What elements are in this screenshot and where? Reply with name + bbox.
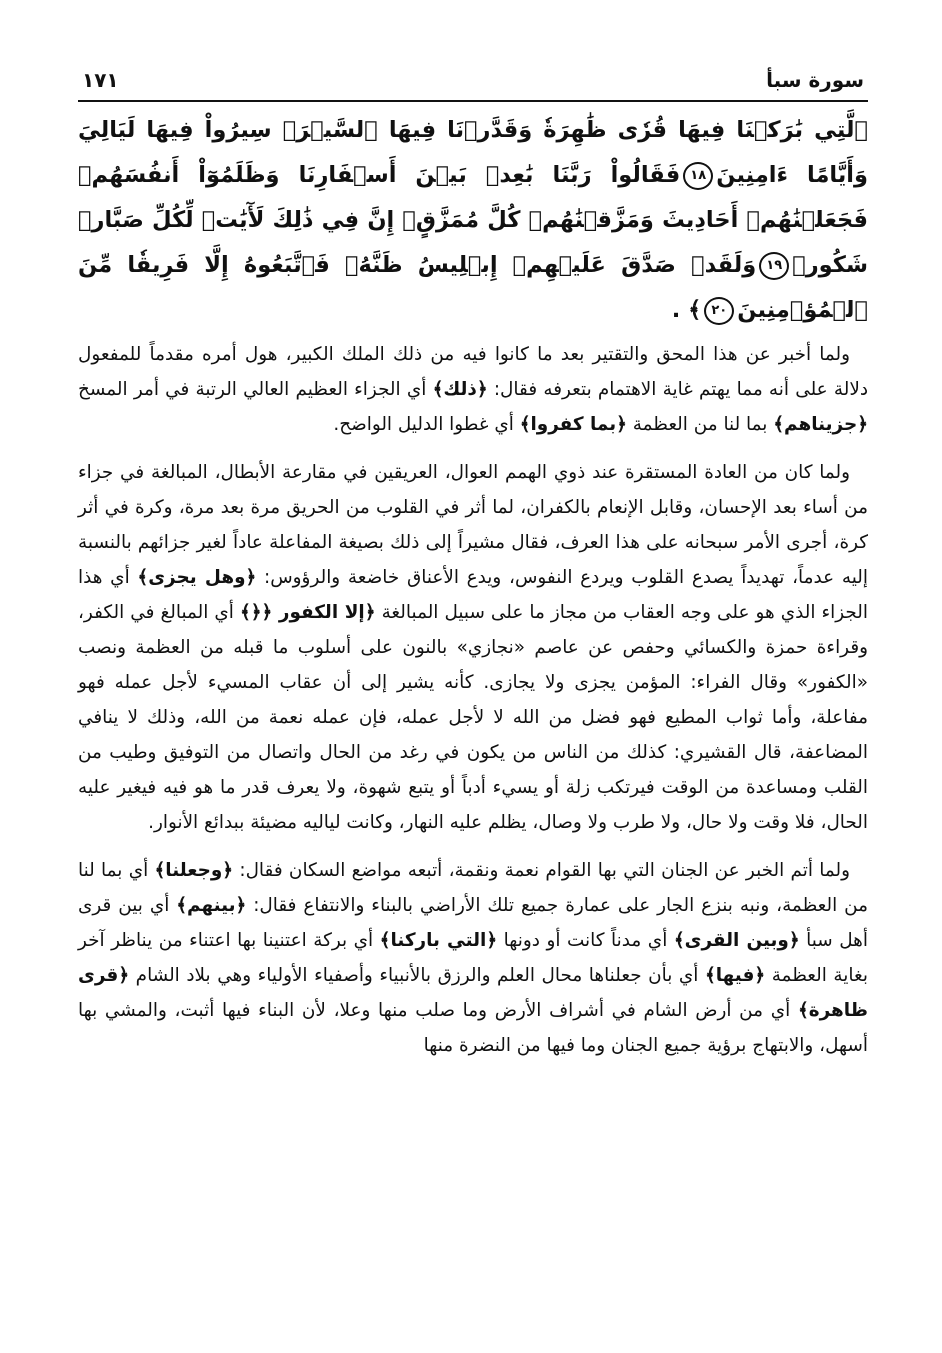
quran-quote: ﴿قرى ظاهرة﴾ [78,965,868,1021]
commentary-text: أي الجزاء العظيم العالي الرتبة في أمر المسخ [78,379,433,400]
quran-quote: ﴿وهل يجزى﴾ [137,567,257,588]
closing-bracket: ﴾ . [671,297,702,323]
quran-quote: ﴿التي باركنا﴾ [379,930,498,951]
quran-quote: ﴿بينهم﴾ [176,895,247,916]
page-number: ١٧١ [82,68,119,92]
commentary-text: أي المبالغ في الكفر، وقراءة حمزة والكسائي وحفص عن عاصم «نجازي» بالنون على أسلوب ما قبله من العظمة ونصب «الكفور» وقال الفراء: المؤمن يجزى ولا يجازى. كأنه يشير إلى أن عقاب المسيء لأجل عمله فهو مفاعلة، وأما ثواب المطيع فهو فضل من الله لا لأجل عمله، فإن عمله نعمة من الله، وذلك لا ينافي المضاعفة، قال القشيري: كذلك من الناس من يكون في رغد من الحال واتصال من التوفيق وطيب من القلب ومساعدة من الوقت فيرتكب زلة أو يسيء أدباً أو يتبع شهوة، ولا يعرف قدر ما هو فيه فيغير عليه الحال، فلا وقت ولا حال، ولا طرب ولا وصال، يظلم عليه النهار، وكانت لياليه مضيئة ببدائع الأنوار. [78,602,868,833]
commentary-text: أي من أرض الشام في أشراف الأرض وما صلب منها وعلا، لأن البناء فيها أثبت، والمشي بها أسهل، والابتهاج برؤية جميع الجنان وما فيها من النضرة منها [78,1000,868,1056]
quran-quote: ﴿وجعلنا﴾ [154,860,234,881]
verse-text: ٱلَّتِي بَٰرَكۡنَا فِيهَا قُرٗى ظَٰهِرَةٗ وَقَدَّرۡنَا فِيهَا ٱلسَّيۡرَۖ سِيرُواْ فِيهَا لَيَالِيَ وَأَيَّامًا ءَامِنِينَ [78,117,868,188]
ayah-number-marker: ١٩ [759,252,789,280]
commentary-text: ولما أخبر عن هذا المحق والتقتير بعد ما كانوا فيه من ذلك الملك الكبير، هول أمره مقدماً للمفعول دلالة على أنه مما يهتم غاية الاهتمام بتعرفه فقال: [78,344,869,400]
commentary-paragraph [78,337,868,442]
quran-quote: ﴿إلا الكفور ﴿﴿﴾ [239,602,376,623]
ayah-number-marker: ١٨ [683,162,713,190]
verse-text: وَلَقَدۡ صَدَّقَ عَلَيۡهِمۡ إِبۡلِيسُ ظَنَّهُۥ فَٱتَّبَعُوهُ إِلَّا فَرِيقٗا مِّنَ ٱلۡمُؤۡمِنِينَ [78,252,868,323]
commentary-text: أي مدناً كانت أو دونها [497,930,674,951]
commentary-text: ولما كان من العادة المستقرة عند ذوي الهمم العوال، العريقين في مقارعة الأبطال، المبالغة في جزاء من أساء بعد الإحسان، وقابل الإنعام بالكفران، لما أثر في القلوب من الحريق مرة بعد مرة، وكرة في أثر كرة، أجرى الأمر سبحانه على هذا العرف، فقال مشيراً إلى ذلك بصيغة المفاعلة عاداً لغير جزائهم بالنسبة إليه عدماً، تهديداً يصدع القلوب ويردع النفوس، ويدع الأعناق خاضعة والرؤوس: [78,462,868,588]
quran-quote: ﴿جزيناهم﴾ [773,414,868,435]
commentary-text: أي هذا الجزاء الذي هو على وجه العقاب من مجاز ما على سبيل المبالغة [78,567,868,623]
commentary-text: بما لنا من العظمة [626,414,774,435]
quran-verses [78,108,868,333]
commentary-text: أي غطوا الدليل الواضح. [333,414,520,435]
commentary-text: ولما أتم الخبر عن الجنان التي بها القوام نعمة ونقمة، أتبعه مواضع السكان فقال: [233,860,851,881]
commentary-text: أي بين قرى أهل سبأ [78,895,868,951]
surah-title: سورة سبأ [766,68,864,92]
quran-quote: ﴿وبين القرى﴾ [673,930,800,951]
verse-text: فَقَالُواْ رَبَّنَا بَٰعِدۡ بَيۡنَ أَسۡفَارِنَا وَظَلَمُوٓاْ أَنفُسَهُمۡ فَجَعَلۡنَٰهُمۡ أَحَادِيثَ وَمَزَّقۡنَٰهُمۡ كُلَّ مُمَزَّقٍۚ إِنَّ فِي ذَٰلِكَ لَأٓيَٰتٖ لِّكُلِّ صَبَّارٖ شَكُورٖ [78,162,868,278]
commentary-text: أي بما لنا من العظمة، ونبه بنزع الجار على عمارة جميع تلك الأراضي بالبناء والانتفاع فقال: [78,860,868,916]
ayah-number-marker: ٢٠ [704,297,734,325]
commentary-text: أي بأن جعلناها محال العلم والرزق بالأنبياء وأصفياء الأولياء وهي بلاد الشام [129,965,705,986]
quran-quote: ﴿فيها﴾ [704,965,766,986]
commentary-paragraph [78,853,868,1063]
commentary-paragraph [78,455,868,840]
quran-quote: ﴿بما كفروا﴾ [519,414,627,435]
page-header [78,60,868,102]
quran-quote: ﴿ذلك﴾ [432,379,488,400]
commentary-text: أي بركة اعتنينا بها اعتناء من يناظر آخر بغاية العظمة [78,930,868,986]
